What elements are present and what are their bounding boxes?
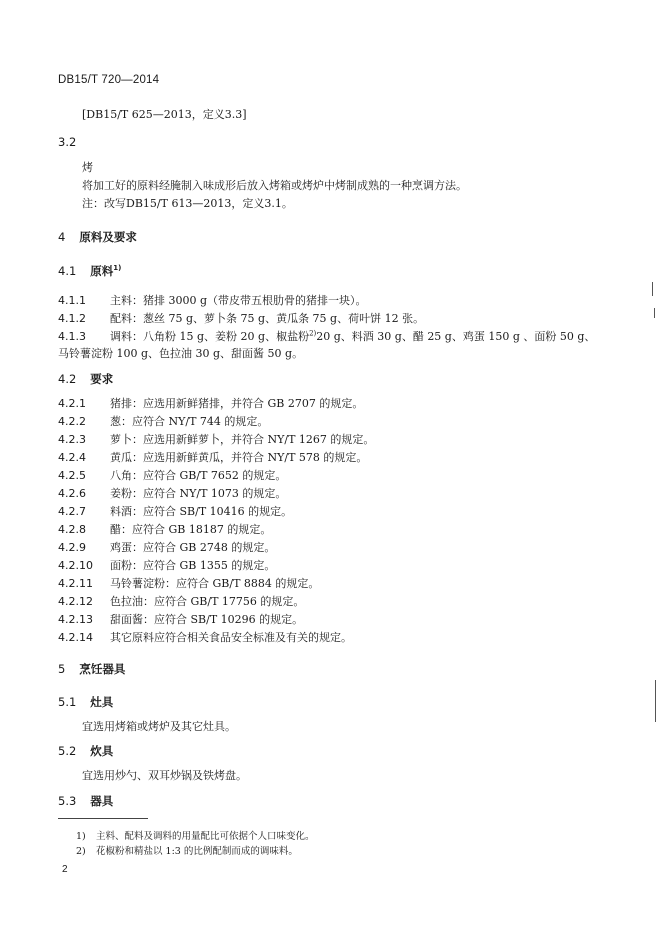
item-number: 4.2.4 [58, 451, 86, 464]
item-number: 4.1.3 [58, 330, 86, 343]
item-4-2-13 [58, 611, 303, 627]
item-4-2-6 [58, 485, 286, 501]
section-5-1-number: 5.1 [58, 695, 77, 709]
footnote-ref-2: 2) [309, 329, 317, 338]
section-5-1-title: 灶具 [90, 695, 114, 709]
item-text: 色拉油：应符合 GB/T 17756 的规定。 [110, 595, 305, 608]
item-text: 调料：八角粉 15 g、姜粉 20 g、椒盐粉 [110, 330, 310, 343]
item-text: 配料：葱丝 75 g、萝卜条 75 g、黄瓜条 75 g、荷叶饼 12 张。 [110, 312, 425, 325]
section-4-title: 原料及要求 [79, 230, 137, 244]
item-text: 甜面酱：应符合 SB/T 10296 的规定。 [110, 613, 304, 626]
item-text: 八角：应符合 GB/T 7652 的规定。 [110, 469, 287, 482]
item-text: 黄瓜：应选用新鲜黄瓜，并符合 NY/T 578 的规定。 [110, 451, 368, 464]
item-number: 4.2.13 [58, 613, 93, 626]
item-4-2-7 [58, 503, 292, 519]
item-4-2-9 [58, 539, 275, 555]
item-number: 4.1.2 [58, 312, 86, 325]
reference-3-3: [DB15/T 625—2013，定义3.3] [82, 108, 247, 121]
section-5-heading [58, 661, 125, 677]
item-4-2-4 [58, 449, 367, 465]
section-4-2-title: 要求 [90, 372, 114, 386]
item-text: 醋：应符合 GB 18187 的规定。 [110, 523, 272, 536]
section-5-1-body: 宜选用烤箱或烤炉及其它灶具。 [82, 720, 236, 733]
scan-artifact [652, 282, 653, 296]
section-4-2-heading [58, 371, 113, 387]
section-5-2-heading [58, 743, 113, 759]
item-4-2-10 [58, 557, 275, 573]
item-number: 4.2.3 [58, 433, 86, 446]
item-text: 鸡蛋：应符合 GB 2748 的规定。 [110, 541, 276, 554]
scan-artifact [655, 680, 656, 722]
document-id: DB15/T 720—2014 [58, 74, 160, 86]
section-5-1-heading [58, 694, 113, 710]
term-definition: 将加工好的原料经腌制入味成形后放入烤箱或烤炉中烤制成熟的一种烹调方法。 [82, 179, 467, 192]
section-5-2-number: 5.2 [58, 744, 77, 758]
item-text: 其它原料应符合相关食品安全标准及有关的规定。 [110, 631, 352, 644]
item-text: 马铃薯淀粉：应符合 GB/T 8884 的规定。 [110, 577, 320, 590]
item-4-1-2 [58, 310, 424, 326]
item-text: 萝卜：应选用新鲜萝卜，并符合 NY/T 1267 的规定。 [110, 433, 375, 446]
section-4-1-number: 4.1 [58, 264, 77, 278]
item-text: 主料：猪排 3000 g（带皮带五根肋骨的猪排一块）。 [110, 294, 367, 307]
term-roast: 烤 [82, 161, 93, 174]
footnote-mark: 2) [76, 846, 86, 857]
section-5-3-heading [58, 793, 113, 809]
footnote-mark: 1) [76, 831, 86, 842]
section-3-2-number: 3.2 [58, 135, 77, 149]
item-text: 姜粉：应符合 NY/T 1073 的规定。 [110, 487, 287, 500]
section-4-number: 4 [58, 230, 66, 244]
item-number: 4.2.6 [58, 487, 86, 500]
item-4-2-12 [58, 593, 304, 609]
section-4-1-title: 原料 [90, 264, 114, 278]
scan-artifact [654, 308, 655, 318]
item-number: 4.2.11 [58, 577, 93, 590]
item-4-2-5 [58, 467, 286, 483]
item-4-2-3 [58, 431, 374, 447]
item-number: 4.2.12 [58, 595, 93, 608]
item-number: 4.2.9 [58, 541, 86, 554]
item-text: 料酒：应符合 SB/T 10416 的规定。 [110, 505, 293, 518]
item-text: 葱：应符合 NY/T 744 的规定。 [110, 415, 269, 428]
section-5-title: 烹饪器具 [79, 662, 126, 676]
footnote-text: 主料、配料及调料的用量配比可依据个人口味变化。 [96, 831, 315, 842]
footnote-divider [58, 818, 148, 819]
item-4-2-8 [58, 521, 271, 537]
section-5-number: 5 [58, 662, 66, 676]
footnote-text: 花椒粉和精盐以 1:3 的比例配制而成的调味料。 [96, 846, 298, 857]
item-4-2-1 [58, 395, 363, 411]
section-5-2-body: 宜选用炒勺、双耳炒锅及铁烤盘。 [82, 769, 247, 782]
footnote-ref-1: 1) [113, 264, 122, 273]
item-4-2-2 [58, 413, 268, 429]
section-5-2-title: 炊具 [90, 744, 114, 758]
term-note: 注：改写DB15/T 613—2013，定义3.1。 [82, 197, 293, 210]
footnote-2 [76, 843, 298, 857]
item-number: 4.2.1 [58, 397, 86, 410]
item-number: 4.1.1 [58, 294, 86, 307]
item-4-1-3-wrap: 马铃薯淀粉 100 g、色拉油 30 g、甜面酱 50 g。 [58, 347, 304, 360]
item-number: 4.2.2 [58, 415, 86, 428]
item-text: 面粉：应符合 GB 1355 的规定。 [110, 559, 276, 572]
item-text-continued: 20 g、料酒 30 g、醋 25 g、鸡蛋 150 g 、面粉 50 g、 [316, 330, 596, 343]
item-number: 4.2.8 [58, 523, 86, 536]
section-5-3-title: 器具 [90, 794, 114, 808]
item-4-2-14 [58, 629, 352, 645]
item-4-1-3 [58, 328, 595, 344]
item-text: 猪排：应选用新鲜猪排，并符合 GB 2707 的规定。 [110, 397, 364, 410]
item-number: 4.2.14 [58, 631, 93, 644]
item-4-2-11 [58, 575, 319, 591]
section-4-1-heading [58, 263, 121, 279]
item-number: 4.2.10 [58, 559, 93, 572]
item-number: 4.2.5 [58, 469, 86, 482]
footnote-1 [76, 828, 315, 842]
section-5-3-number: 5.3 [58, 794, 77, 808]
page-number: 2 [62, 864, 68, 875]
section-4-heading [58, 229, 137, 245]
section-4-2-number: 4.2 [58, 372, 77, 386]
item-number: 4.2.7 [58, 505, 86, 518]
item-4-1-1 [58, 292, 367, 308]
